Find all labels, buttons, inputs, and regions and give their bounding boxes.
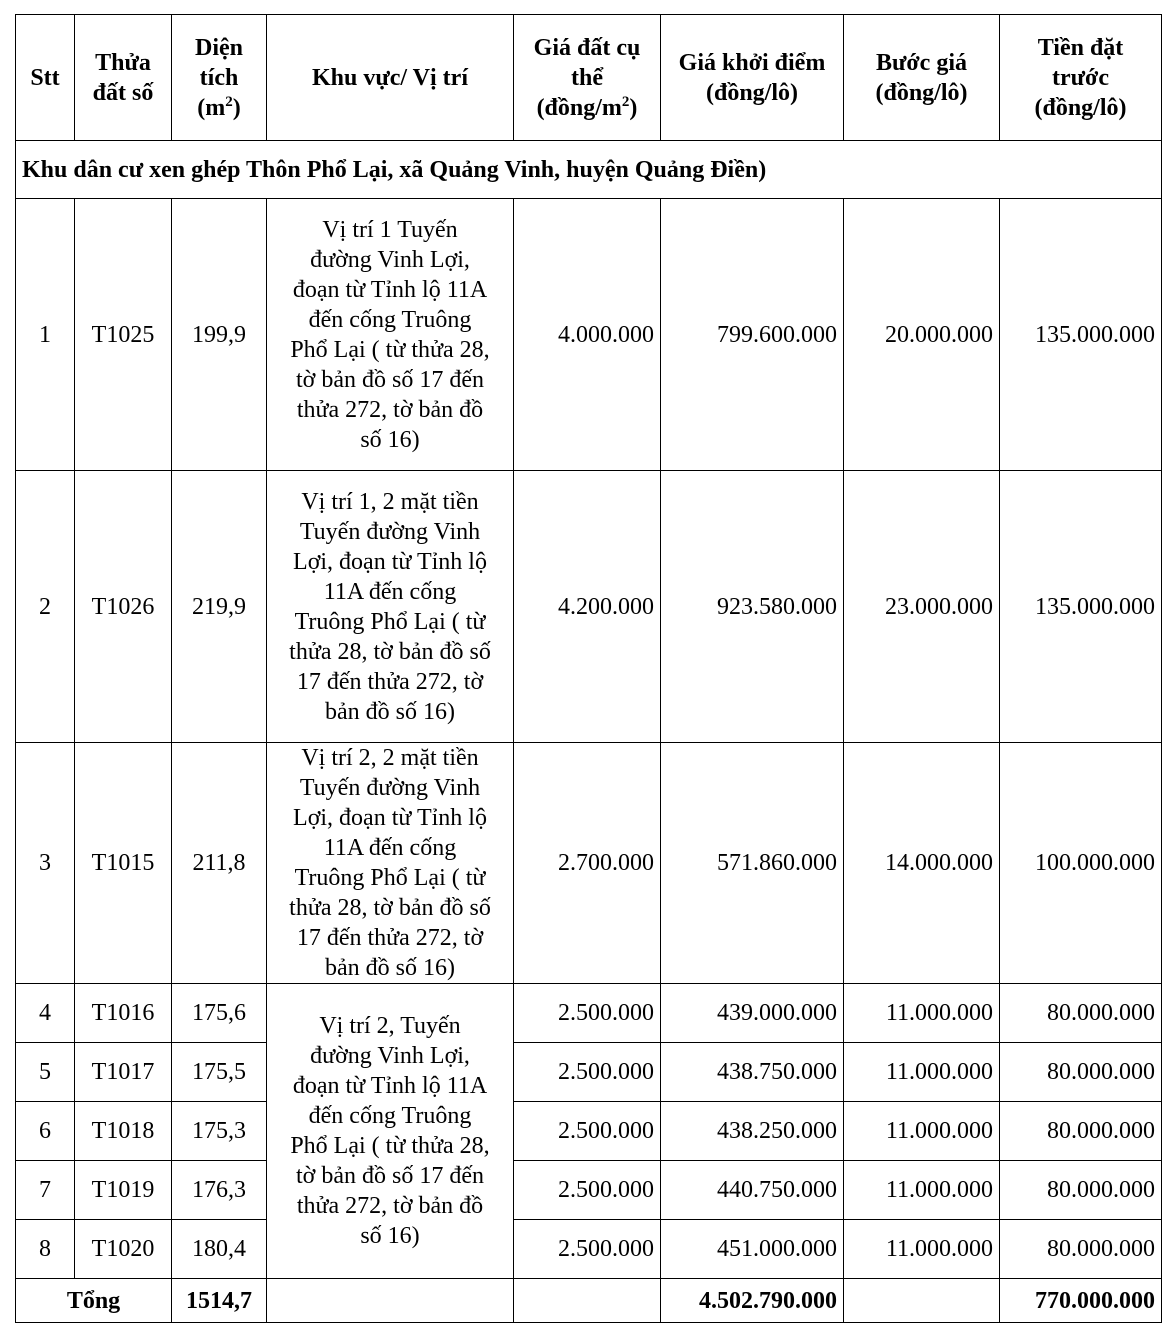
cell-stt: 8	[16, 1220, 75, 1279]
cell-khoi-diem: 440.750.000	[661, 1161, 844, 1220]
cell-khoi-diem: 438.750.000	[661, 1043, 844, 1102]
header-gia-khoi-diem: Giá khởi điểm (đồng/lô)	[661, 15, 844, 141]
land-auction-table	[15, 14, 1162, 1323]
header-tien-dat-truoc: Tiền đặt trước (đồng/lô)	[1000, 15, 1162, 141]
cell-tien-dat-truoc: 135.000.000	[1000, 471, 1162, 743]
cell-dien-tich: 176,3	[172, 1161, 267, 1220]
cell-location: Vị trí 1, 2 mặt tiền Tuyến đường Vinh Lợi, đoạn từ Tỉnh lộ 11A đến cống Truông Phổ Lại ( từ thửa 28, tờ bản đồ số 17 đến thửa 272, tờ bản đồ số 16)	[267, 471, 514, 743]
cell-khoi-diem: 923.580.000	[661, 471, 844, 743]
cell-dien-tich: 180,4	[172, 1220, 267, 1279]
table-row	[16, 1043, 1162, 1102]
cell-tien-dat-truoc: 80.000.000	[1000, 984, 1162, 1043]
cell-dien-tich: 175,3	[172, 1102, 267, 1161]
cell-location: Vị trí 2, Tuyến đường Vinh Lợi, đoạn từ Tỉnh lộ 11A đến cống Truông Phổ Lại ( từ thửa 28, tờ bản đồ số 17 đến thửa 272, tờ bản đồ số 16)	[267, 984, 514, 1279]
cell-buoc-gia: 23.000.000	[844, 471, 1000, 743]
header-gia-dat: Giá đất cụ thể $(đồng/m^2)$	[514, 15, 661, 141]
cell-buoc-gia: 20.000.000	[844, 199, 1000, 471]
cell-gia: 2.500.000	[514, 1102, 661, 1161]
total-label: Tổng	[16, 1279, 172, 1323]
header-thua-dat: Thửa đất số	[75, 15, 172, 141]
header-stt: Stt	[16, 15, 75, 141]
section-title: Khu dân cư xen ghép Thôn Phổ Lại, xã Quảng Vinh, huyện Quảng Điền)	[16, 141, 1162, 199]
cell-gia: 2.500.000	[514, 1043, 661, 1102]
cell-thua: T1020	[75, 1220, 172, 1279]
total-empty-gia	[514, 1279, 661, 1323]
cell-khoi-diem: 571.860.000	[661, 743, 844, 984]
cell-thua: T1019	[75, 1161, 172, 1220]
cell-dien-tich: 219,9	[172, 471, 267, 743]
section-row	[16, 141, 1162, 199]
cell-thua: T1026	[75, 471, 172, 743]
cell-dien-tich: 199,9	[172, 199, 267, 471]
cell-gia: 4.000.000	[514, 199, 661, 471]
cell-dien-tich: 175,5	[172, 1043, 267, 1102]
cell-tien-dat-truoc: 80.000.000	[1000, 1220, 1162, 1279]
cell-thua: T1017	[75, 1043, 172, 1102]
cell-buoc-gia: 11.000.000	[844, 1161, 1000, 1220]
cell-stt: 6	[16, 1102, 75, 1161]
cell-stt: 2	[16, 471, 75, 743]
cell-location: Vị trí 1 Tuyến đường Vinh Lợi, đoạn từ Tỉnh lộ 11A đến cống Truông Phổ Lại ( từ thửa 28, tờ bản đồ số 17 đến thửa 272, tờ bản đồ số 16)	[267, 199, 514, 471]
cell-tien-dat-truoc: 100.000.000	[1000, 743, 1162, 984]
cell-stt: 7	[16, 1161, 75, 1220]
total-empty-location	[267, 1279, 514, 1323]
cell-gia: 4.200.000	[514, 471, 661, 743]
cell-tien-dat-truoc: 80.000.000	[1000, 1161, 1162, 1220]
cell-thua: T1015	[75, 743, 172, 984]
table-row	[16, 743, 1162, 984]
cell-tien-dat-truoc: 135.000.000	[1000, 199, 1162, 471]
cell-tien-dat-truoc: 80.000.000	[1000, 1043, 1162, 1102]
cell-location: Vị trí 2, 2 mặt tiền Tuyến đường Vinh Lợi, đoạn từ Tỉnh lộ 11A đến cống Truông Phổ Lại ( từ thửa 28, tờ bản đồ số 17 đến thửa 272, tờ bản đồ số 16)	[267, 743, 514, 984]
cell-gia: 2.500.000	[514, 1220, 661, 1279]
cell-stt: 1	[16, 199, 75, 471]
table-row	[16, 1102, 1162, 1161]
cell-buoc-gia: 14.000.000	[844, 743, 1000, 984]
cell-khoi-diem: 438.250.000	[661, 1102, 844, 1161]
cell-dien-tich: 175,6	[172, 984, 267, 1043]
cell-dien-tich: 211,8	[172, 743, 267, 984]
cell-stt: 4	[16, 984, 75, 1043]
cell-buoc-gia: 11.000.000	[844, 1102, 1000, 1161]
table-row	[16, 984, 1162, 1043]
cell-khoi-diem: 451.000.000	[661, 1220, 844, 1279]
cell-gia: 2.500.000	[514, 984, 661, 1043]
total-row	[16, 1279, 1162, 1323]
cell-stt: 5	[16, 1043, 75, 1102]
total-khoi-diem: 4.502.790.000	[661, 1279, 844, 1323]
total-tien-dat-truoc: 770.000.000	[1000, 1279, 1162, 1323]
total-dien-tich: 1514,7	[172, 1279, 267, 1323]
cell-thua: T1018	[75, 1102, 172, 1161]
cell-gia: 2.500.000	[514, 1161, 661, 1220]
cell-buoc-gia: 11.000.000	[844, 1043, 1000, 1102]
table-row	[16, 1220, 1162, 1279]
table-row	[16, 471, 1162, 743]
cell-buoc-gia: 11.000.000	[844, 984, 1000, 1043]
header-khu-vuc: Khu vực/ Vị trí	[267, 15, 514, 141]
total-empty-buoc	[844, 1279, 1000, 1323]
cell-stt: 3	[16, 743, 75, 984]
cell-buoc-gia: 11.000.000	[844, 1220, 1000, 1279]
table-row	[16, 1161, 1162, 1220]
table-row	[16, 199, 1162, 471]
cell-tien-dat-truoc: 80.000.000	[1000, 1102, 1162, 1161]
cell-khoi-diem: 799.600.000	[661, 199, 844, 471]
cell-khoi-diem: 439.000.000	[661, 984, 844, 1043]
cell-thua: T1016	[75, 984, 172, 1043]
cell-thua: T1025	[75, 199, 172, 471]
header-row	[16, 15, 1162, 141]
cell-gia: 2.700.000	[514, 743, 661, 984]
header-buoc-gia: Bước giá (đồng/lô)	[844, 15, 1000, 141]
header-dien-tich: Diện tích $(m^2)$	[172, 15, 267, 141]
